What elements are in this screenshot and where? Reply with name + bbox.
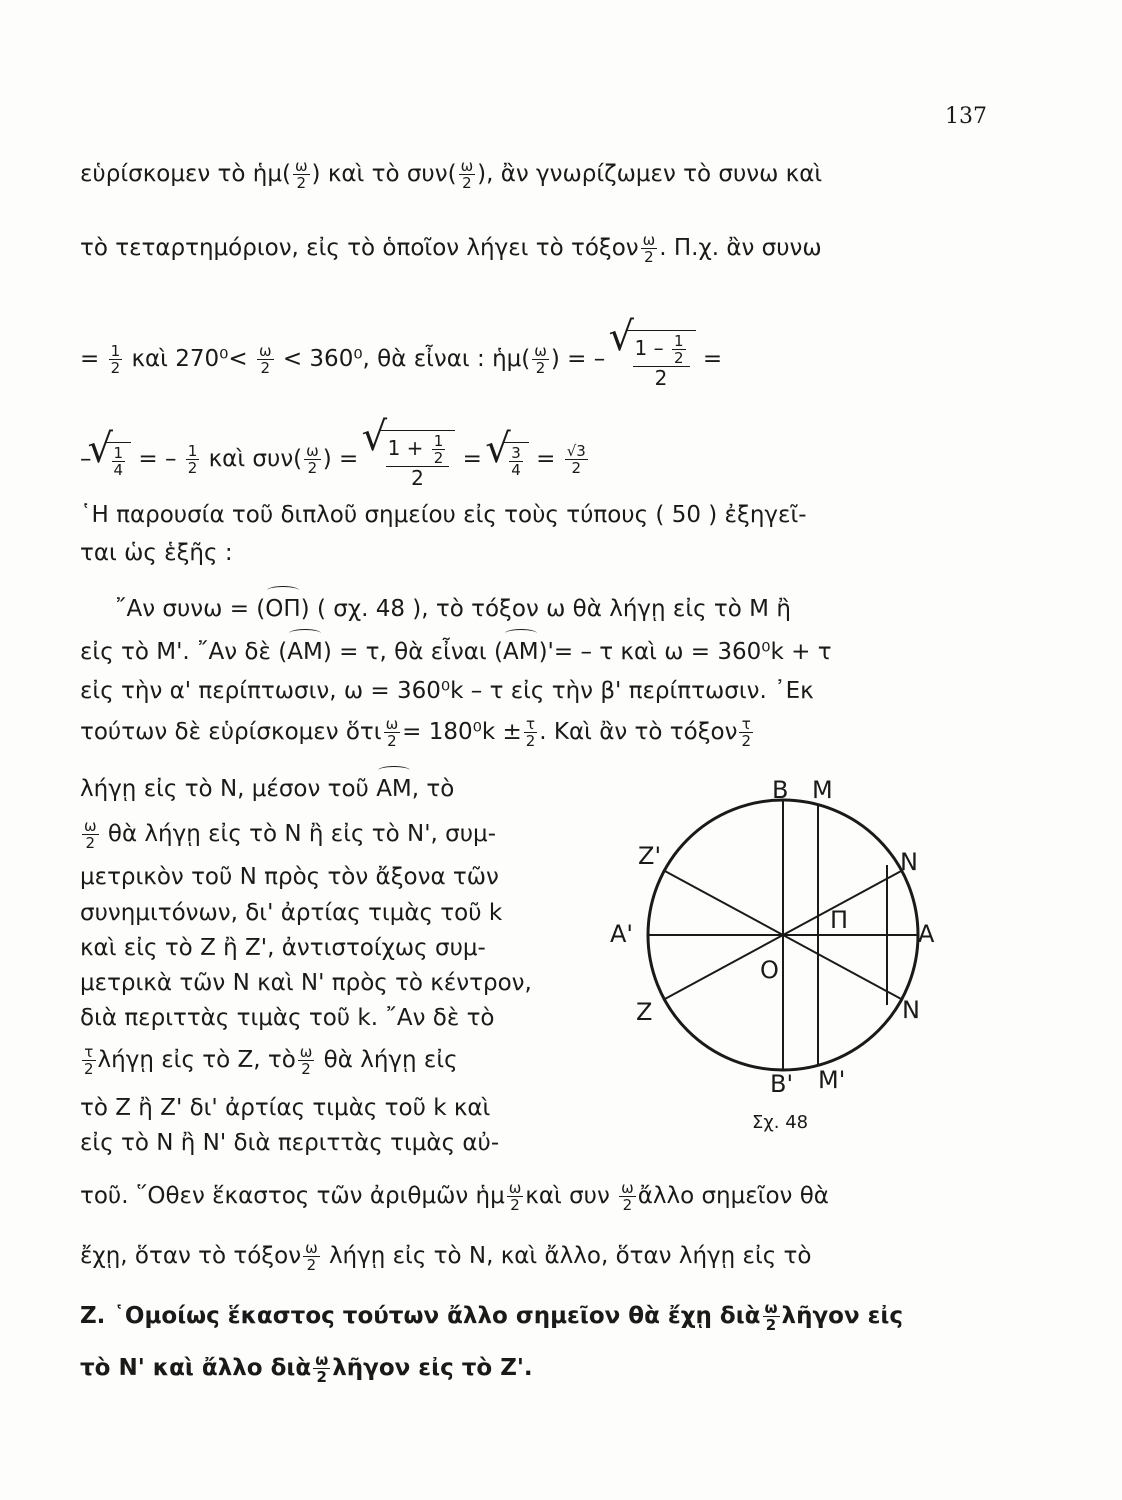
fraction: $\frac{√3}{2}$: [566, 442, 586, 477]
fraction: $\frac{\omega}{2}$: [306, 442, 319, 477]
label-a: Α: [918, 920, 935, 948]
wrap-line-8: $\frac{\tau}{2}$ λήγῃ εἰς τὸ Ζ, τὸ $\frac{\omega}{2}$ θὰ λήγῃ εἰς: [84, 1043, 458, 1078]
text: εὑρίσκομεν τὸ ἡμ(: [80, 161, 291, 187]
text-line-b1: τοῦ. ῞Οθεν ἕκαστος τῶν ἀριθμῶν ἡμ $\frac{\omega}{2}$ καὶ συν $\frac{\omega}{2}$ ἄλλο σημεῖον θὰ: [80, 1179, 829, 1214]
label-z: Ζ: [636, 998, 653, 1026]
label-o: Ο: [760, 956, 779, 984]
text-line-2: [80, 232, 960, 265]
fraction: $\frac{\omega}{2}$: [294, 157, 308, 192]
text: καὶ συν(: [208, 446, 303, 472]
text: καὶ 270⁰<: [131, 346, 248, 372]
fraction: $\frac{\omega}{2}$: [534, 342, 547, 377]
wrap-line-1: λήγῃ εἰς τὸ Ν, μέσον τοῦ ΑΜ, τὸ: [80, 776, 455, 802]
text: =: [702, 346, 723, 372]
fraction: $\frac{\omega}{2}$: [258, 342, 272, 377]
wrap-line-4: συνημιτόνων, δι' ἀρτίας τιμὰς τοῦ k: [80, 900, 503, 926]
text-line-1: [80, 158, 960, 191]
fraction: $\frac{\omega}{2}$: [460, 157, 474, 192]
text: =: [462, 446, 482, 472]
wrap-line-2: $\frac{\omega}{2}$ θὰ λήγῃ εἰς τὸ Ν ἢ εἰς τὸ Ν', συμ-: [84, 817, 496, 852]
page-number: 137: [945, 104, 987, 129]
text: ) καὶ τὸ συν(: [311, 161, 457, 187]
text-line-7: ῎Αν συνω = (ΟΠ) ( σχ. 48 ), τὸ τόξον ω θὰ λήγῃ εἰς τὸ Μ ἢ: [115, 596, 791, 622]
arc-am: ΑΜ: [502, 639, 539, 665]
formula-line-3: [80, 330, 960, 389]
text-line-b4: τὸ Ν' καὶ ἄλλο διὰ $\frac{\omega}{2}$ λῆγον εἰς τὸ Ζ'.: [80, 1351, 533, 1386]
square-root: √ 1 + $\frac{1}{2}$ 2: [366, 430, 456, 489]
text: =: [536, 446, 556, 472]
text-line-b2: ἔχῃ, ὅταν τὸ τόξον $\frac{\omega}{2}$ λήγῃ εἰς τὸ Ν, καὶ ἄλλο, ὅταν λήγῃ εἰς τὸ: [80, 1239, 812, 1274]
text-line-b3: Ζ. ῾Ομοίως ἕκαστος τούτων ἄλλο σημεῖον θὰ ἔχῃ διὰ $\frac{\omega}{2}$ λῆγον εἰς: [80, 1299, 904, 1334]
text: –: [80, 446, 92, 472]
text-line-6: ται ὡς ἑξῆς :: [80, 540, 233, 566]
text: . Π.χ. ἂν συνω: [659, 235, 822, 261]
square-root: √ 1 – $\frac{1}{2}$ 2: [613, 330, 696, 389]
label-z-prime: Ζ': [638, 842, 662, 870]
text: ) = –: [550, 346, 606, 372]
arc-op: ΟΠ: [265, 596, 301, 622]
text: ), ἂν γνωρίζωμεν τὸ συνω καὶ: [477, 161, 823, 187]
label-n: Ν: [900, 848, 918, 876]
text-line-9: εἰς τὴν α' περίπτωσιν, ω = 360⁰k – τ εἰς τὴν β' περίπτωσιν. ᾿Εκ: [80, 678, 814, 704]
text-line-10: τούτων δὲ εὑρίσκομεν ὅτι $\frac{\omega}{2}$ = 180⁰k ± $\frac{\tau}{2}$ . Καὶ ἂν τὸ τόξον $\frac{\tau}{2}$: [80, 715, 752, 750]
fraction: $\frac{\omega}{2}$: [642, 231, 656, 266]
text: < 360⁰, θὰ εἶναι : ἡμ(: [282, 346, 531, 372]
label-n-prime: Ν: [902, 996, 920, 1024]
wrap-line-9: τὸ Ζ ἢ Ζ' δι' ἀρτίας τιμὰς τοῦ k καὶ: [80, 1095, 491, 1121]
text: =: [80, 346, 100, 372]
label-b: Β: [772, 776, 789, 804]
text-line-5: ῾Η παρουσία τοῦ διπλοῦ σημείου εἰς τοὺς τύπους ( 50 ) ἐξηγεῖ-: [80, 502, 807, 528]
label-m: Μ: [812, 776, 833, 804]
figure-caption: Σχ. 48: [752, 1112, 809, 1133]
circle-figure-48: [600, 770, 980, 1130]
label-a-prime: Α': [610, 920, 634, 948]
text: ) =: [322, 446, 359, 472]
wrap-line-5: καὶ εἰς τὸ Ζ ἢ Ζ', ἀντιστοίχως συμ-: [80, 935, 486, 961]
square-root: √ $\frac{1}{4}$: [92, 442, 132, 478]
wrap-line-7: διὰ περιττὰς τιμὰς τοῦ k. ῎Αν δὲ τὸ: [80, 1005, 495, 1031]
label-b-prime: Β': [770, 1070, 794, 1098]
text: τὸ τεταρτημόριον, εἰς τὸ ὁποῖον λήγει τὸ τόξον: [80, 235, 639, 261]
fraction: $\frac{1}{2}$: [110, 342, 121, 377]
square-root: √ $\frac{3}{4}$: [489, 442, 529, 478]
formula-line-4: [80, 430, 960, 489]
fraction: $\frac{1}{2}$: [187, 442, 198, 477]
label-pi: Π: [830, 906, 849, 934]
wrap-line-6: μετρικὰ τῶν Ν καὶ Ν' πρὸς τὸ κέντρον,: [80, 970, 532, 996]
wrap-line-10: εἰς τὸ Ν ἢ Ν' διὰ περιττὰς τιμὰς αὐ-: [80, 1130, 500, 1156]
arc-am: ΑΜ: [287, 639, 323, 665]
text-line-8: εἰς τὸ Μ'. ῎Αν δὲ (ΑΜ) = τ, θὰ εἶναι (ΑΜ)'= – τ καὶ ω = 360⁰k + τ: [80, 639, 832, 665]
text: = –: [138, 446, 177, 472]
label-m-prime: Μ': [818, 1066, 846, 1094]
wrap-line-3: μετρικὸν τοῦ Ν πρὸς τὸν ἄξονα τῶν: [80, 864, 499, 890]
